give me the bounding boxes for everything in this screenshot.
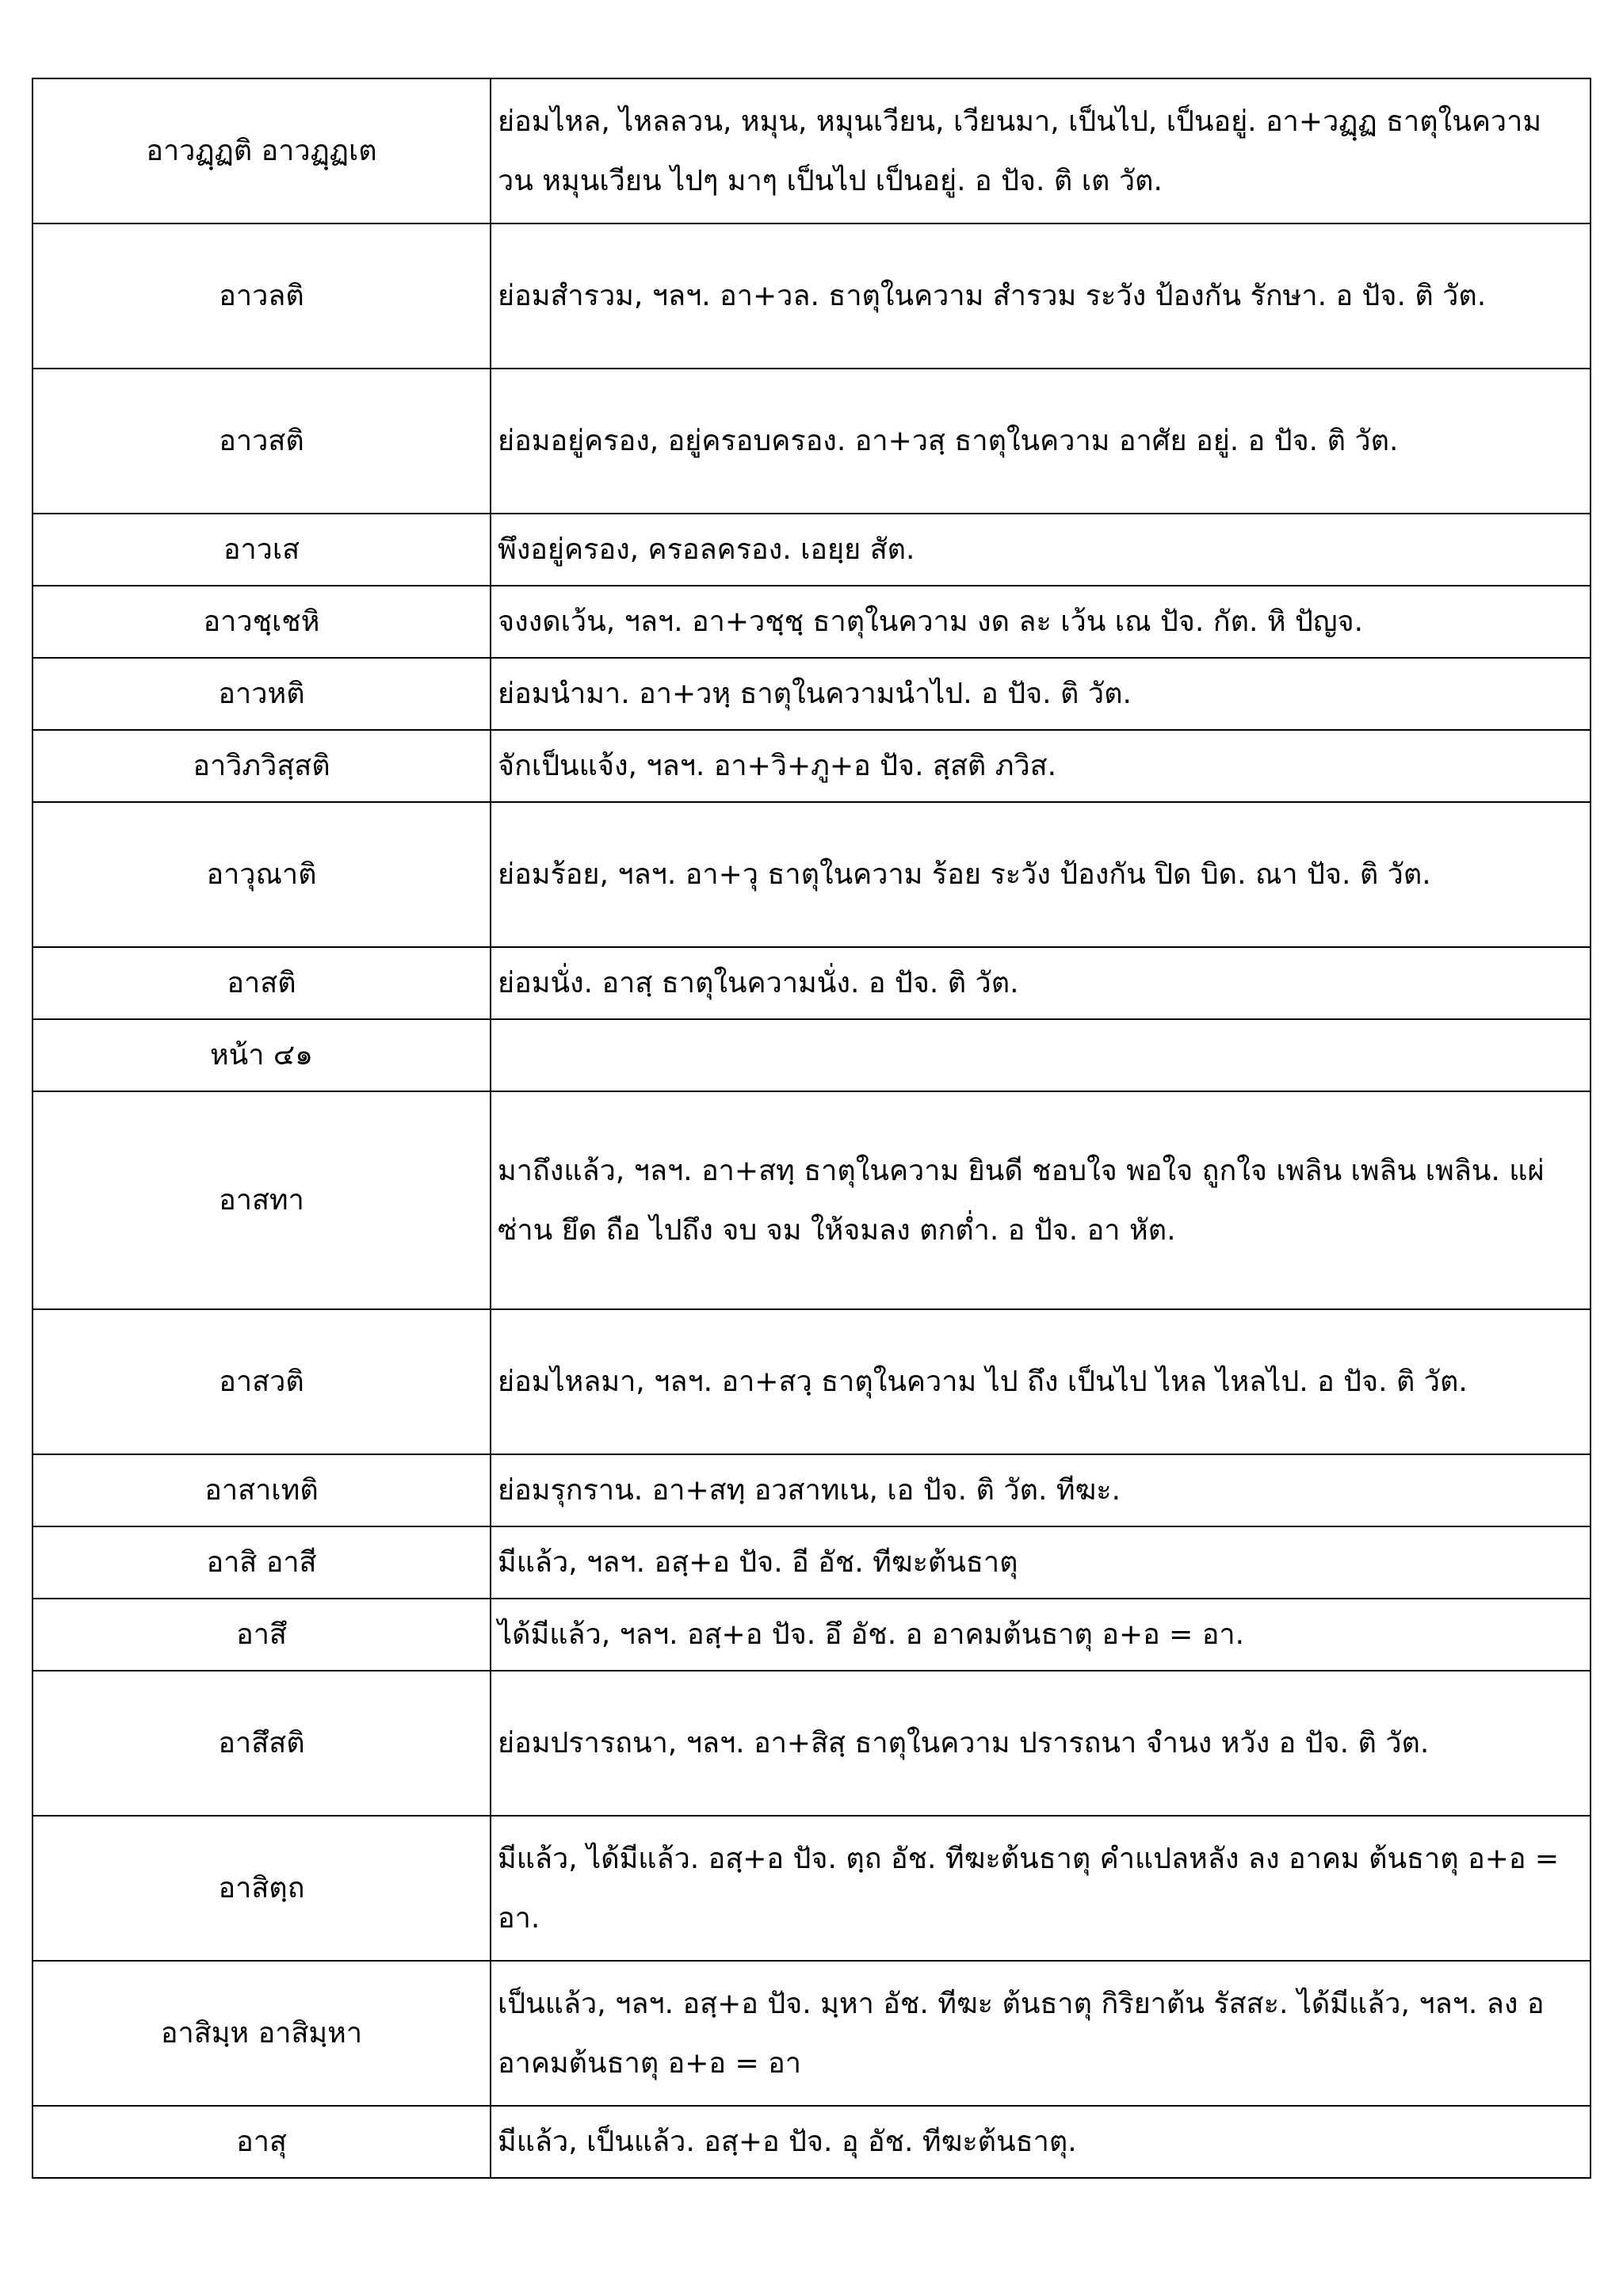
term-cell: หน้า ๔๑ [32, 1019, 491, 1091]
table-row [32, 1671, 1591, 1816]
table-row [32, 586, 1591, 658]
term-cell: อาวลติ [32, 223, 491, 369]
table-row [32, 658, 1591, 730]
definition-cell: ย่อมไหลมา, ฯลฯ. อา+สวฺ ธาตุในความ ไป ถึง เป็นไป ไหล ไหลไป. อ ปัจ. ติ วัต. [491, 1309, 1591, 1454]
dictionary-table [32, 78, 1591, 2179]
table-row [32, 802, 1591, 947]
term-cell: อาวสติ [32, 369, 491, 514]
table-row [32, 369, 1591, 514]
definition-cell: ได้มีแล้ว, ฯลฯ. อสฺ+อ ปัจ. อึ อัช. อ อาคมต้นธาตุ อ+อ = อา. [491, 1599, 1591, 1671]
term-cell: อาสึ [32, 1599, 491, 1671]
term-cell: อาวเส [32, 514, 491, 586]
table-row [32, 1454, 1591, 1526]
term-cell: อาสวติ [32, 1309, 491, 1454]
definition-cell: มีแล้ว, ฯลฯ. อสฺ+อ ปัจ. อี อัช. ทีฆะต้นธาตุ [491, 1526, 1591, 1599]
term-cell: อาสิ อาสี [32, 1526, 491, 1599]
term-cell: อาสิมฺห อาสิมฺหา [32, 1961, 491, 2106]
definition-cell: ย่อมรุกราน. อา+สทฺ อวสาทเน, เอ ปัจ. ติ วัต. ทีฆะ. [491, 1454, 1591, 1526]
term-cell: อาสิตฺถ [32, 1816, 491, 1961]
table-row [32, 1091, 1591, 1309]
definition-cell: ย่อมสำรวม, ฯลฯ. อา+วล. ธาตุในความ สำรวม ระวัง ป้องกัน รักษา. อ ปัจ. ติ วัต. [491, 223, 1591, 369]
term-cell: อาวุณาติ [32, 802, 491, 947]
term-cell: อาสุ [32, 2106, 491, 2178]
table-row [32, 223, 1591, 369]
table-row [32, 1309, 1591, 1454]
term-cell: อาสาเทติ [32, 1454, 491, 1526]
table-row [32, 1599, 1591, 1671]
term-cell: อาวหติ [32, 658, 491, 730]
table-row [32, 514, 1591, 586]
definition-cell: จงงดเว้น, ฯลฯ. อา+วชฺชฺ ธาตุในความ งด ละ เว้น เณ ปัจ. กัต. หิ ปัญจ. [491, 586, 1591, 658]
term-cell: อาสติ [32, 947, 491, 1019]
table-row [32, 947, 1591, 1019]
table-row [32, 1526, 1591, 1599]
definition-cell: ย่อมนั่ง. อาสฺ ธาตุในความนั่ง. อ ปัจ. ติ วัต. [491, 947, 1591, 1019]
table-row [32, 730, 1591, 802]
definition-cell: เป็นแล้ว, ฯลฯ. อสฺ+อ ปัจ. มฺหา อัช. ทีฆะ ต้นธาตุ กิริยาต้น รัสสะ. ได้มีแล้ว, ฯลฯ. ลง อ อาคมต้นธาตุ อ+อ = อา [491, 1961, 1591, 2106]
term-cell: อาสึสติ [32, 1671, 491, 1816]
table-row [32, 1019, 1591, 1091]
table-row [32, 1961, 1591, 2106]
table-row [32, 2106, 1591, 2178]
definition-cell: ย่อมร้อย, ฯลฯ. อา+วุ ธาตุในความ ร้อย ระวัง ป้องกัน ปิด บิด. ณา ปัจ. ติ วัต. [491, 802, 1591, 947]
definition-cell: มีแล้ว, เป็นแล้ว. อสฺ+อ ปัจ. อุ อัช. ทีฆะต้นธาตุ. [491, 2106, 1591, 2178]
definition-cell [491, 1019, 1591, 1091]
term-cell: อาสทา [32, 1091, 491, 1309]
term-cell: อาวชฺเชหิ [32, 586, 491, 658]
term-cell: อาวฏฺฏติ อาวฏฺฏเต [32, 78, 491, 223]
definition-cell: ย่อมนำมา. อา+วหฺ ธาตุในความนำไป. อ ปัจ. ติ วัต. [491, 658, 1591, 730]
definition-cell: มาถึงแล้ว, ฯลฯ. อา+สทฺ ธาตุในความ ยินดี ชอบใจ พอใจ ถูกใจ เพลิน เพลิน เพลิน. แผ่ ซ่าน ยึด ถือ ไปถึง จบ จม ให้จมลง ตกต่ำ. อ ปัจ. อา หัต. [491, 1091, 1591, 1309]
definition-cell: ย่อมอยู่ครอง, อยู่ครอบครอง. อา+วสฺ ธาตุในความ อาศัย อยู่. อ ปัจ. ติ วัต. [491, 369, 1591, 514]
definition-cell: พึงอยู่ครอง, ครอลครอง. เอยฺย สัต. [491, 514, 1591, 586]
definition-cell: ย่อมปรารถนา, ฯลฯ. อา+สิสฺ ธาตุในความ ปรารถนา จำนง หวัง อ ปัจ. ติ วัต. [491, 1671, 1591, 1816]
table-row [32, 78, 1591, 223]
table-row [32, 1816, 1591, 1961]
term-cell: อาวิภวิสฺสติ [32, 730, 491, 802]
definition-cell: มีแล้ว, ได้มีแล้ว. อสฺ+อ ปัจ. ตฺถ อัช. ทีฆะต้นธาตุ คำแปลหลัง ลง อาคม ต้นธาตุ อ+อ = อา. [491, 1816, 1591, 1961]
definition-cell: ย่อมไหล, ไหลลวน, หมุน, หมุนเวียน, เวียนมา, เป็นไป, เป็นอยู่. อา+วฏฺฏ ธาตุในความ วน หมุนเวียน ไปๆ มาๆ เป็นไป เป็นอยู่. อ ปัจ. ติ เต วัต. [491, 78, 1591, 223]
definition-cell: จักเป็นแจ้ง, ฯลฯ. อา+วิ+ภู+อ ปัจ. สฺสติ ภวิส. [491, 730, 1591, 802]
